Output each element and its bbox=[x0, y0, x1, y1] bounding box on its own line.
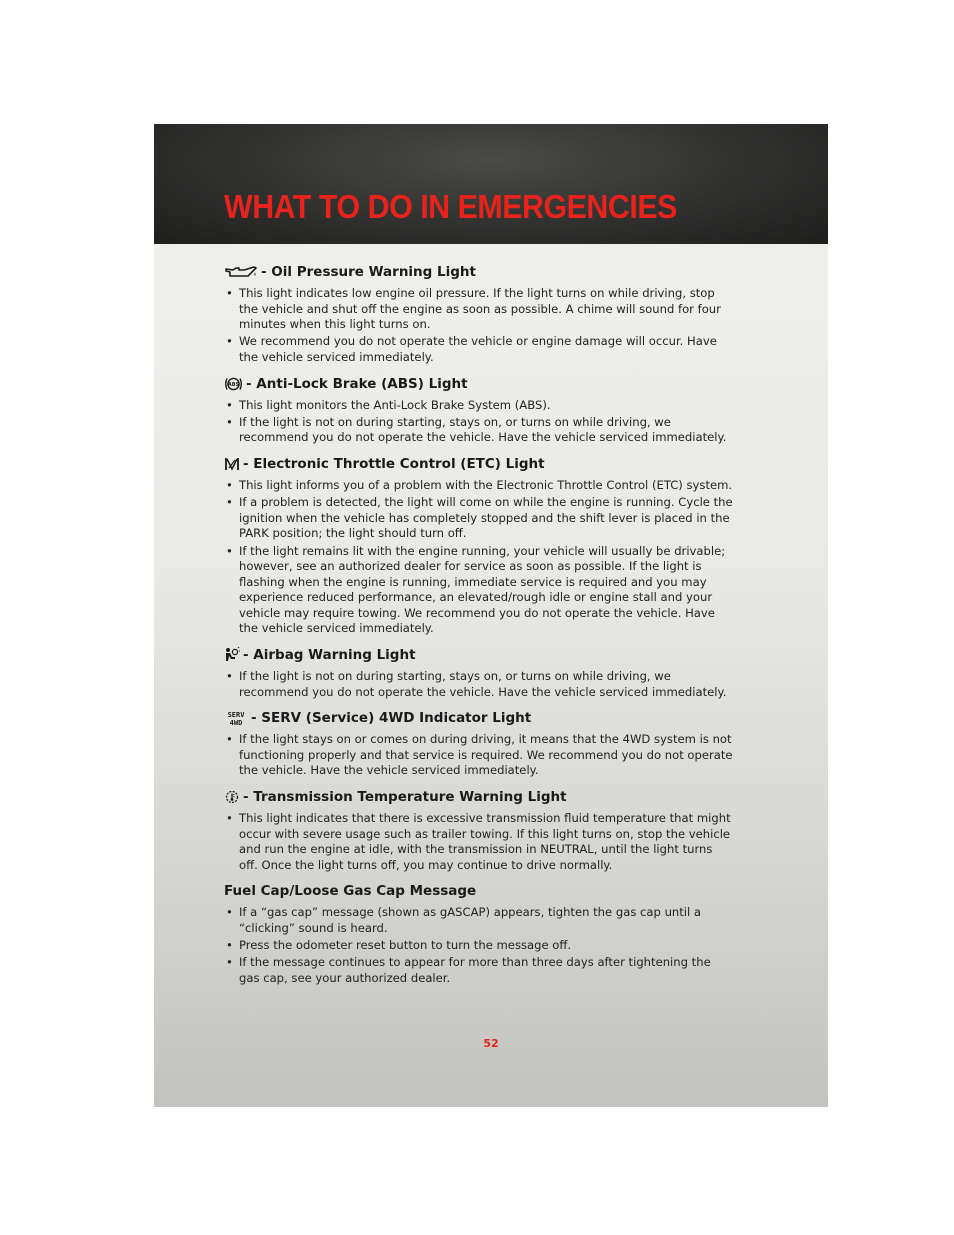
abs-icon bbox=[224, 376, 243, 392]
section-heading bbox=[224, 453, 734, 475]
section-serv-4wd bbox=[224, 707, 734, 779]
list-item: • This light indicates low engine oil pressure. If the light turns on while driving, stop the vehicle and shut off the engine as soon as possible. A chime will sound for four minutes when this light turns on. bbox=[224, 286, 734, 333]
bullet-list bbox=[224, 286, 734, 366]
list-item: • This light indicates that there is excessive transmission fluid temperature that might occur with severe usage such as trailer towing. If this light turns on, stop the vehicle and run the engine at idle, with the transmission in NEUTRAL, until the light turns off. Once the light turns off, you may continue to drive normally. bbox=[224, 811, 734, 873]
list-item: • We recommend you do not operate the vehicle or engine damage will occur. Have the vehicle serviced immediately. bbox=[224, 334, 734, 365]
list-item: • If a “gas cap” message (shown as gASCAP) appears, tighten the gas cap until a “clicking” sound is heard. bbox=[224, 905, 734, 936]
section-heading bbox=[224, 261, 734, 283]
section-abs bbox=[224, 373, 734, 446]
section-heading-text: - Airbag Warning Light bbox=[243, 647, 416, 664]
section-heading-text: - Anti-Lock Brake (ABS) Light bbox=[246, 375, 468, 392]
section-heading-text: - Electronic Throttle Control (ETC) Light bbox=[243, 455, 545, 472]
list-item: • This light informs you of a problem with the Electronic Throttle Control (ETC) system. bbox=[224, 478, 734, 494]
bullet-list bbox=[224, 811, 734, 873]
section-etc bbox=[224, 453, 734, 637]
page-title: WHAT TO DO IN EMERGENCIES bbox=[224, 188, 677, 225]
bullet-list bbox=[224, 478, 734, 637]
section-heading-text: Fuel Cap/Loose Gas Cap Message bbox=[224, 883, 477, 900]
list-item: • If a problem is detected, the light will come on while the engine is running. Cycle the ignition when the vehicle has completely stopped and the shift lever is placed in the PARK position; the light should turn off. bbox=[224, 495, 734, 542]
section-oil-pressure bbox=[224, 261, 734, 366]
serv-icon-text-top: SERV bbox=[227, 711, 245, 720]
bullet-list bbox=[224, 905, 734, 986]
list-item: • Press the odometer reset button to turn the message off. bbox=[224, 938, 734, 954]
list-item: • This light monitors the Anti-Lock Brake System (ABS). bbox=[224, 398, 734, 414]
list-item: • If the light is not on during starting, stays on, or turns on while driving, we recommend you do not operate the vehicle. Have the vehicle serviced immediately. bbox=[224, 415, 734, 446]
section-heading bbox=[224, 880, 734, 902]
section-heading-text: - Transmission Temperature Warning Light bbox=[243, 789, 567, 806]
serv-4wd-icon bbox=[224, 710, 248, 726]
oil-can-icon bbox=[224, 264, 258, 280]
section-heading bbox=[224, 786, 734, 808]
section-heading bbox=[224, 373, 734, 395]
page-header bbox=[154, 124, 828, 244]
airbag-icon bbox=[224, 647, 240, 663]
section-heading bbox=[224, 707, 734, 729]
list-item: • If the light remains lit with the engine running, your vehicle will usually be drivable; however, see an authorized dealer for service as soon as possible. If the light is flashing when the engine is running, immediate service is required and you may experience reduced performance, an elevated/rough idle or engine stall and your vehicle may require towing. We recommend you do not operate the vehicle. Have the vehicle serviced immediately. bbox=[224, 544, 734, 638]
bullet-list bbox=[224, 732, 734, 779]
bullet-list bbox=[224, 398, 734, 446]
page-content bbox=[224, 261, 734, 994]
section-transmission-temperature bbox=[224, 786, 734, 873]
list-item: • If the message continues to appear for more than three days after tightening the gas cap, see your authorized dealer. bbox=[224, 955, 734, 986]
list-item: • If the light is not on during starting, stays on, or turns on while driving, we recommend you do not operate the vehicle. Have the vehicle serviced immediately. bbox=[224, 669, 734, 700]
section-heading-text: - Oil Pressure Warning Light bbox=[261, 264, 476, 280]
manual-page bbox=[154, 124, 828, 1107]
serv-icon-text-bottom: 4WD bbox=[229, 719, 243, 727]
bullet-list bbox=[224, 669, 734, 700]
transmission-temperature-icon bbox=[224, 789, 240, 805]
list-item: • If the light stays on or comes on during driving, it means that the 4WD system is not functioning properly and that service is required. We recommend you do not operate the vehicle. Have the vehicle serviced immediately. bbox=[224, 732, 734, 779]
throttle-icon bbox=[224, 456, 240, 472]
section-heading-text: - SERV (Service) 4WD Indicator Light bbox=[251, 710, 532, 727]
section-fuel-cap bbox=[224, 880, 734, 986]
page-number: 52 bbox=[483, 1037, 499, 1050]
section-airbag bbox=[224, 644, 734, 700]
section-heading bbox=[224, 644, 734, 666]
svg-text:ABS: ABS bbox=[227, 381, 240, 388]
